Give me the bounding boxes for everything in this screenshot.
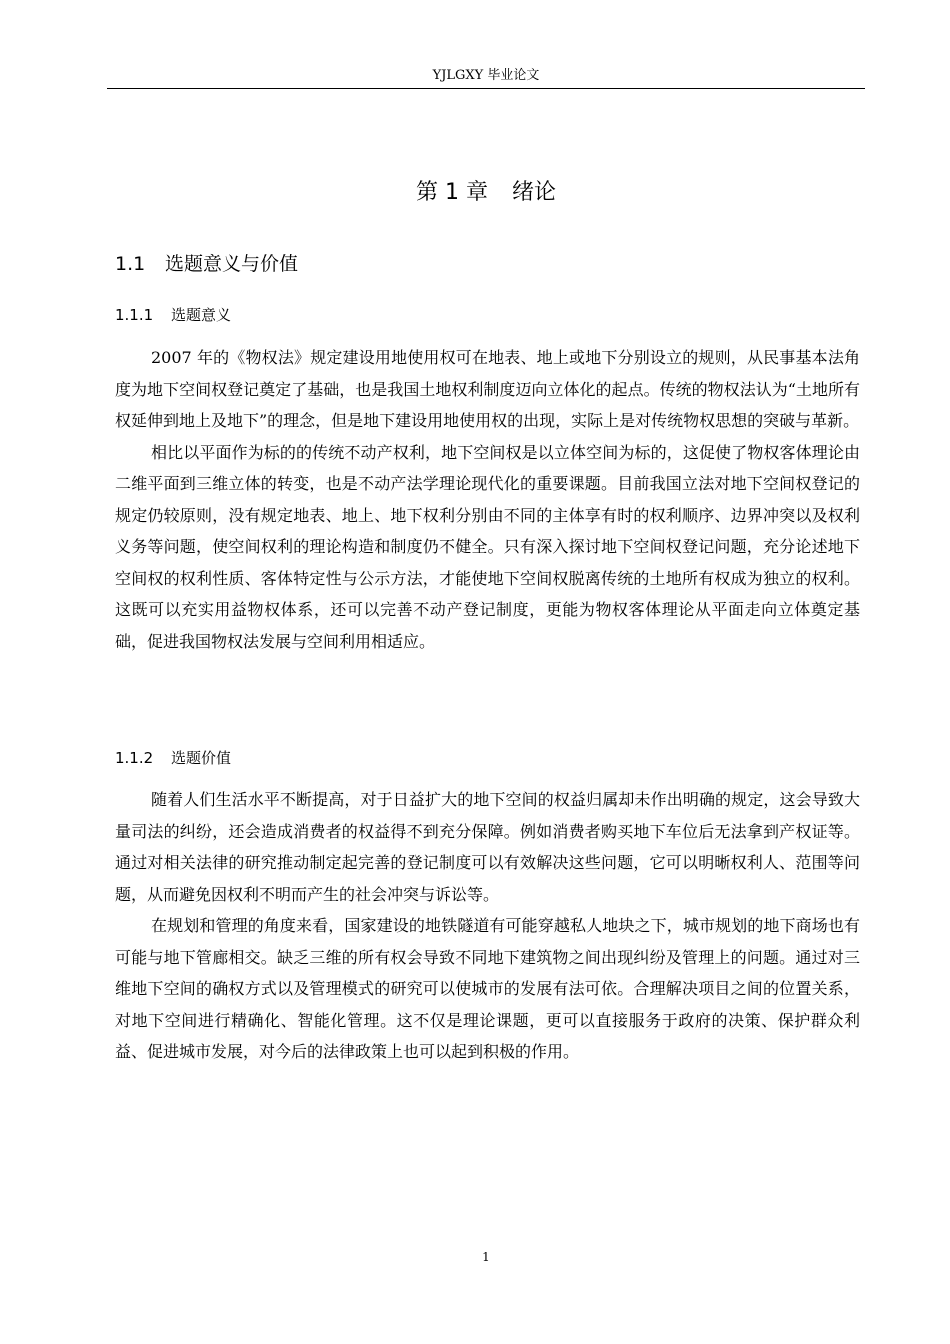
header-rule bbox=[107, 88, 865, 89]
chapter-title bbox=[107, 178, 865, 208]
section-heading bbox=[115, 250, 298, 278]
section-name: 选题意义与价值 bbox=[165, 253, 299, 275]
paragraph: 随着人们生活水平不断提高，对于日益扩大的地下空间的权益归属却未作出明确的规定，这会导致大量司法的纠纷，还会造成消费者的权益得不到充分保障。例如消费者购买地下车位后无法拿到产权证等。通过对相关法律的研究推动制定起完善的登记制度可以有效解决这些问题，它可以明晰权利人、范围等问题，从而避免因权利不明而产生的社会冲突与诉讼等。 bbox=[115, 790, 860, 904]
subsection-body-2 bbox=[115, 784, 860, 1068]
subsection-number: 1.1.2 bbox=[115, 749, 154, 767]
chapter-name: 绪论 bbox=[511, 180, 556, 205]
subsection-heading-2 bbox=[115, 747, 231, 769]
chapter-number: 第 1 章 bbox=[416, 180, 488, 205]
paragraph: 2007 年的《物权法》规定建设用地使用权可在地表、地上或地下分别设立的规则，从民事基本法角度为地下空间权登记奠定了基础，也是我国土地权利制度迈向立体化的起点。传统的物权法认为“土地所有权延伸到地上及地下”的理念，但是地下建设用地使用权的出现，实际上是对传统物权思想的突破与革新。 bbox=[115, 348, 860, 430]
page-header: YJLGXY 毕业论文 bbox=[432, 68, 540, 83]
paragraph: 相比以平面作为标的的传统不动产权利，地下空间权是以立体空间为标的，这促使了物权客体理论由二维平面到三维立体的转变，也是不动产法学理论现代化的重要课题。目前我国立法对地下空间权登记的规定仍较原则，没有规定地表、地上、地下权利分别由不同的主体享有时的权利顺序、边界冲突以及权利义务等问题，使空间权利的理论构造和制度仍不健全。只有深入探讨地下空间权登记问题，充分论述地下空间权的权利性质、客体特定性与公示方法，才能使地下空间权脱离传统的土地所有权成为独立的权利。这既可以充实用益物权体系，还可以完善不动产登记制度，更能为物权客体理论从平面走向立体奠定基础，促进我国物权法发展与空间利用相适应。 bbox=[115, 442, 860, 651]
section-number: 1.1 bbox=[115, 253, 146, 275]
subsection-body-1 bbox=[115, 342, 860, 657]
subsection-name: 选题意义 bbox=[171, 306, 232, 324]
subsection-number: 1.1.1 bbox=[115, 306, 154, 324]
page-number: 1 bbox=[482, 1250, 490, 1264]
subsection-heading-1 bbox=[115, 304, 231, 326]
paragraph: 在规划和管理的角度来看，国家建设的地铁隧道有可能穿越私人地块之下，城市规划的地下商场也有可能与地下管廊相交。缺乏三维的所有权会导致不同地下建筑物之间出现纠纷及管理上的问题。通过对三维地下空间的确权方式以及管理模式的研究可以使城市的发展有法可依。合理解决项目之间的位置关系，对地下空间进行精确化、智能化管理。这不仅是理论课题，更可以直接服务于政府的决策、保护群众利益、促进城市发展，对今后的法律政策上也可以起到积极的作用。 bbox=[115, 916, 860, 1061]
subsection-name: 选题价值 bbox=[171, 749, 232, 767]
